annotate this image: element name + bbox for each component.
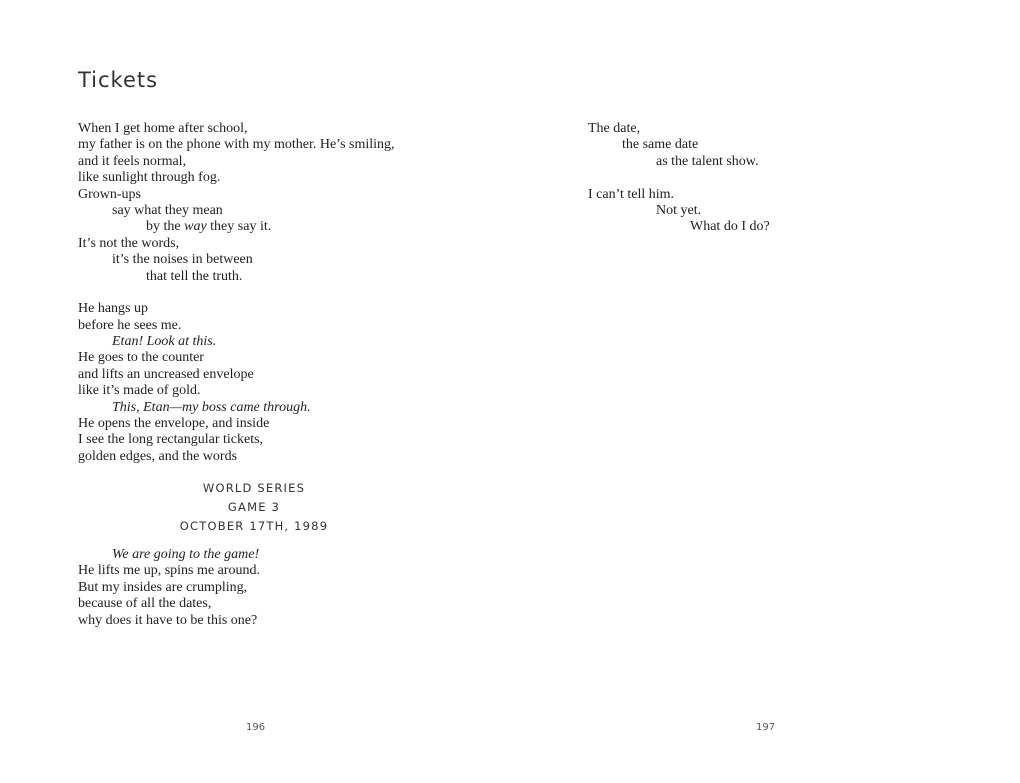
poem-line: because of all the dates, [78,596,212,612]
poem-stanza-bottom [78,547,260,629]
poem-line: and it feels normal, [78,153,187,169]
poem-line: I can’t tell him. [588,186,675,202]
poem-line-part: by the [146,219,185,235]
poem-stanzas-top [78,121,395,465]
poem-continuation [588,121,770,236]
poem-line: Not yet. [656,202,702,218]
ticket-text [78,479,430,536]
poem-line: that tell the truth. [146,268,243,284]
poem-line-part: they say it. [206,219,272,235]
poem-line: Grown-ups [78,186,141,202]
poem-line: it’s the noises in between [112,252,253,268]
poem-line: like it’s made of gold. [78,383,201,399]
poem-line [78,219,395,235]
poem-line: I see the long rectangular tickets, [78,432,264,448]
poem-line: He goes to the counter [78,350,204,366]
poem-line: why does it have to be this one? [78,612,258,628]
ticket-line: WORLD SERIES [202,481,306,495]
poem-line: He hangs up [78,301,148,317]
poem-line: my father is on the phone with my mother. He’s smiling, [78,137,395,153]
poem-line: the same date [622,137,699,153]
poem-line: and lifts an uncreased envelope [78,366,254,382]
right-page [510,0,1020,783]
poem-line: He opens the envelope, and inside [78,416,270,432]
poem-line: But my insides are crumpling, [78,579,248,595]
poem-title: Tickets [78,68,159,92]
ticket-line: OCTOBER 17TH, 1989 [179,519,329,533]
ticket-line: GAME 3 [227,500,281,514]
poem-line: golden edges, and the words [78,448,238,464]
poem-line: as the talent show. [656,153,759,169]
poem-line: It’s not the words, [78,235,180,251]
page-number: 196 [246,722,266,733]
page-number: 197 [756,722,776,733]
poem-dialogue-line: Etan! Look at this. [112,334,217,350]
poem-line: before he sees me. [78,317,182,333]
stanza-break [588,170,770,186]
poem-line: say what they mean [112,202,223,218]
poem-emphasis: way [184,219,207,235]
poem-line: What do I do? [690,219,770,235]
stanza-break [78,285,395,301]
poem-dialogue-line: This, Etan—my boss came through. [112,399,311,415]
poem-line: like sunlight through fog. [78,170,221,186]
poem-line: The date, [588,121,641,136]
poem-line: He lifts me up, spins me around. [78,563,260,579]
poem-line: When I get home after school, [78,121,248,136]
poem-dialogue-line: We are going to the game! [112,547,260,562]
